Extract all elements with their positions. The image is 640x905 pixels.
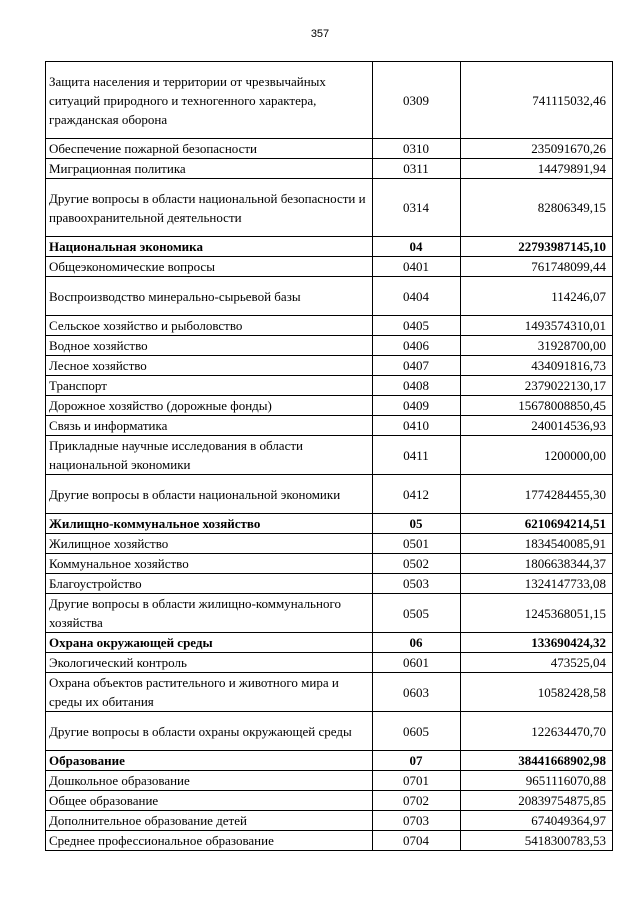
- table-row: [46, 574, 613, 594]
- row-amount-cell: 31928700,00: [461, 336, 613, 356]
- table-row: [46, 396, 613, 416]
- table-row: [46, 514, 613, 534]
- row-amount-cell: 15678008850,45: [461, 396, 613, 416]
- row-code-cell: 06: [373, 633, 461, 653]
- row-amount-cell: 10582428,58: [461, 673, 613, 712]
- table-row: [46, 712, 613, 751]
- row-amount-cell: 2379022130,17: [461, 376, 613, 396]
- row-name-cell: Охрана окружающей среды: [46, 633, 373, 653]
- table-row: [46, 475, 613, 514]
- table-row: [46, 653, 613, 673]
- row-name-cell: Экологический контроль: [46, 653, 373, 673]
- row-name-cell: Коммунальное хозяйство: [46, 554, 373, 574]
- row-amount-cell: 1324147733,08: [461, 574, 613, 594]
- row-amount-cell: 235091670,26: [461, 139, 613, 159]
- row-amount-cell: 674049364,97: [461, 811, 613, 831]
- row-amount-cell: 1245368051,15: [461, 594, 613, 633]
- row-amount-cell: 473525,04: [461, 653, 613, 673]
- row-code-cell: 0603: [373, 673, 461, 712]
- table-row: [46, 316, 613, 336]
- row-name-cell: Лесное хозяйство: [46, 356, 373, 376]
- row-amount-cell: 1493574310,01: [461, 316, 613, 336]
- row-amount-cell: 1774284455,30: [461, 475, 613, 514]
- table-row: [46, 554, 613, 574]
- row-amount-cell: 20839754875,85: [461, 791, 613, 811]
- table-row: [46, 594, 613, 633]
- row-code-cell: 0411: [373, 436, 461, 475]
- row-amount-cell: 5418300783,53: [461, 831, 613, 851]
- row-name-cell: Другие вопросы в области национальной экономики: [46, 475, 373, 514]
- row-code-cell: 0502: [373, 554, 461, 574]
- table-row: [46, 416, 613, 436]
- row-name-cell: Образование: [46, 751, 373, 771]
- row-name-cell: Общеэкономические вопросы: [46, 257, 373, 277]
- table-row: [46, 534, 613, 554]
- table-row: [46, 336, 613, 356]
- row-amount-cell: 434091816,73: [461, 356, 613, 376]
- row-amount-cell: 82806349,15: [461, 179, 613, 237]
- row-code-cell: 0501: [373, 534, 461, 554]
- row-amount-cell: 133690424,32: [461, 633, 613, 653]
- row-code-cell: 0409: [373, 396, 461, 416]
- table-row: [46, 179, 613, 237]
- row-name-cell: Водное хозяйство: [46, 336, 373, 356]
- budget-table-body: [46, 62, 613, 851]
- row-name-cell: Дорожное хозяйство (дорожные фонды): [46, 396, 373, 416]
- row-code-cell: 0410: [373, 416, 461, 436]
- row-code-cell: 0601: [373, 653, 461, 673]
- page-number: 357: [310, 28, 330, 40]
- row-name-cell: Транспорт: [46, 376, 373, 396]
- row-code-cell: 07: [373, 751, 461, 771]
- row-code-cell: 0407: [373, 356, 461, 376]
- row-code-cell: 05: [373, 514, 461, 534]
- table-row: [46, 633, 613, 653]
- row-name-cell: Миграционная политика: [46, 159, 373, 179]
- row-name-cell: Другие вопросы в области жилищно-коммунального хозяйства: [46, 594, 373, 633]
- row-code-cell: 0408: [373, 376, 461, 396]
- table-row: [46, 436, 613, 475]
- row-amount-cell: 14479891,94: [461, 159, 613, 179]
- table-row: [46, 831, 613, 851]
- row-code-cell: 0605: [373, 712, 461, 751]
- row-name-cell: Жилищно-коммунальное хозяйство: [46, 514, 373, 534]
- row-amount-cell: 1806638344,37: [461, 554, 613, 574]
- row-name-cell: Обеспечение пожарной безопасности: [46, 139, 373, 159]
- budget-table: [45, 61, 613, 851]
- row-code-cell: 0401: [373, 257, 461, 277]
- row-amount-cell: 240014536,93: [461, 416, 613, 436]
- row-code-cell: 0701: [373, 771, 461, 791]
- row-amount-cell: 6210694214,51: [461, 514, 613, 534]
- row-code-cell: 0704: [373, 831, 461, 851]
- row-code-cell: 0314: [373, 179, 461, 237]
- table-row: [46, 257, 613, 277]
- row-name-cell: Жилищное хозяйство: [46, 534, 373, 554]
- row-name-cell: Прикладные научные исследования в области национальной экономики: [46, 436, 373, 475]
- row-code-cell: 0702: [373, 791, 461, 811]
- table-row: [46, 237, 613, 257]
- row-name-cell: Общее образование: [46, 791, 373, 811]
- table-row: [46, 791, 613, 811]
- row-amount-cell: 114246,07: [461, 277, 613, 316]
- table-row: [46, 673, 613, 712]
- row-name-cell: Сельское хозяйство и рыболовство: [46, 316, 373, 336]
- table-row: [46, 62, 613, 139]
- table-row: [46, 356, 613, 376]
- row-amount-cell: 22793987145,10: [461, 237, 613, 257]
- row-name-cell: Национальная экономика: [46, 237, 373, 257]
- table-row: [46, 771, 613, 791]
- table-row: [46, 376, 613, 396]
- table-row: [46, 277, 613, 316]
- row-name-cell: Среднее профессиональное образование: [46, 831, 373, 851]
- row-code-cell: 0503: [373, 574, 461, 594]
- row-code-cell: 0309: [373, 62, 461, 139]
- row-amount-cell: 741115032,46: [461, 62, 613, 139]
- row-code-cell: 0406: [373, 336, 461, 356]
- table-row: [46, 751, 613, 771]
- row-name-cell: Воспроизводство минерально-сырьевой базы: [46, 277, 373, 316]
- row-amount-cell: 38441668902,98: [461, 751, 613, 771]
- row-code-cell: 0505: [373, 594, 461, 633]
- row-name-cell: Другие вопросы в области охраны окружающей среды: [46, 712, 373, 751]
- row-name-cell: Дошкольное образование: [46, 771, 373, 791]
- row-name-cell: Связь и информатика: [46, 416, 373, 436]
- row-amount-cell: 1200000,00: [461, 436, 613, 475]
- row-name-cell: Защита населения и территории от чрезвычайных ситуаций природного и техногенного характера, гражданская оборона: [46, 62, 373, 139]
- row-code-cell: 0703: [373, 811, 461, 831]
- table-row: [46, 139, 613, 159]
- row-amount-cell: 1834540085,91: [461, 534, 613, 554]
- row-code-cell: 0405: [373, 316, 461, 336]
- row-amount-cell: 761748099,44: [461, 257, 613, 277]
- row-code-cell: 0311: [373, 159, 461, 179]
- row-amount-cell: 9651116070,88: [461, 771, 613, 791]
- row-code-cell: 0404: [373, 277, 461, 316]
- row-code-cell: 0310: [373, 139, 461, 159]
- row-amount-cell: 122634470,70: [461, 712, 613, 751]
- row-name-cell: Охрана объектов растительного и животного мира и среды их обитания: [46, 673, 373, 712]
- row-name-cell: Дополнительное образование детей: [46, 811, 373, 831]
- row-code-cell: 0412: [373, 475, 461, 514]
- table-row: [46, 811, 613, 831]
- row-name-cell: Благоустройство: [46, 574, 373, 594]
- row-code-cell: 04: [373, 237, 461, 257]
- row-name-cell: Другие вопросы в области национальной безопасности и правоохранительной деятельности: [46, 179, 373, 237]
- table-row: [46, 159, 613, 179]
